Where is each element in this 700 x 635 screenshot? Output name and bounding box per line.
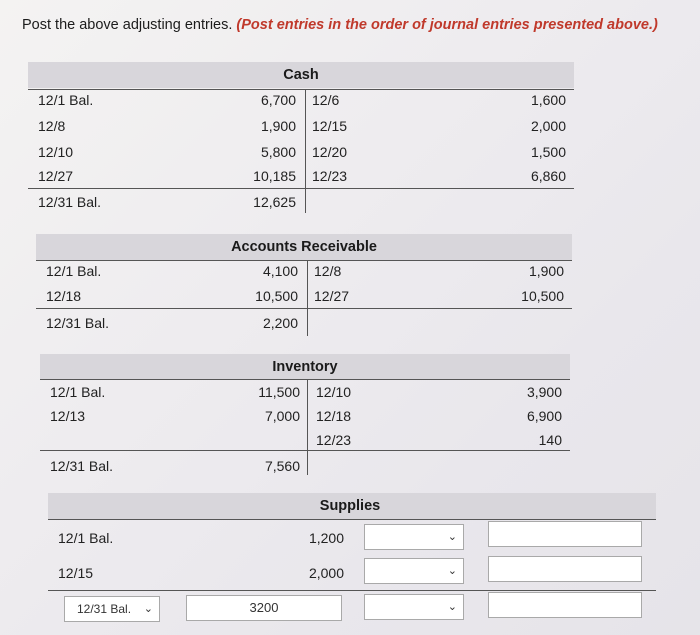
cash-row: 12/1 Bal. 6,700 12/6 1,600: [38, 92, 566, 108]
supplies-credit-amount-input[interactable]: [488, 556, 642, 582]
chevron-down-icon: ⌄: [447, 565, 457, 577]
supplies-row: 12/15 2,000: [58, 565, 344, 581]
inventory-row: 12/1 Bal. 11,500 12/10 3,900: [50, 384, 562, 400]
inventory-title: Inventory: [40, 354, 570, 380]
instruction: [22, 17, 658, 33]
ar-balance-row: 12/31 Bal. 2,200: [46, 315, 298, 331]
ar-row: 12/1 Bal. 4,100 12/8 1,900: [46, 263, 564, 279]
inventory-row: 12/23 140: [316, 432, 562, 448]
supplies-credit-account-select[interactable]: [364, 524, 464, 550]
chevron-down-icon: ⌄: [143, 603, 153, 615]
ar-total-line: [36, 308, 572, 309]
supplies-balance-select[interactable]: 12/31 Bal. ⌄: [64, 596, 160, 622]
supplies-credit-amount-input[interactable]: [488, 592, 642, 618]
supplies-credit-account-select[interactable]: [364, 594, 464, 620]
supplies-t-top: [48, 519, 656, 520]
supplies-credit-account-select[interactable]: [364, 558, 464, 584]
inventory-row: 12/13 7,000 12/18 6,900: [50, 408, 562, 424]
cash-total-line: [28, 188, 574, 189]
supplies-total-line: [48, 590, 656, 591]
supplies-credit-amount-input[interactable]: [488, 521, 642, 547]
instruction-text: Post the above adjusting entries.: [22, 17, 237, 33]
chevron-down-icon: ⌄: [447, 531, 457, 543]
inventory-balance-row: 12/31 Bal. 7,560: [50, 458, 300, 474]
cash-row: 12/8 1,900 12/15 2,000: [38, 118, 566, 134]
cash-title: Cash: [28, 62, 574, 88]
cash-row: 12/27 10,185 12/23 6,860: [38, 168, 566, 184]
instruction-note: (Post entries in the order of journal entries presented above.): [236, 17, 658, 33]
cash-row: 12/10 5,800 12/20 1,500: [38, 144, 566, 160]
ar-title: Accounts Receivable: [36, 234, 572, 260]
supplies-title: Supplies: [48, 493, 656, 519]
supplies-balance-input[interactable]: 3200: [186, 595, 342, 621]
cash-balance-row: 12/31 Bal. 12,625: [38, 194, 296, 210]
supplies-row: 12/1 Bal. 1,200: [58, 530, 344, 546]
ar-row: 12/18 10,500 12/27 10,500: [46, 288, 564, 304]
chevron-down-icon: ⌄: [447, 601, 457, 613]
